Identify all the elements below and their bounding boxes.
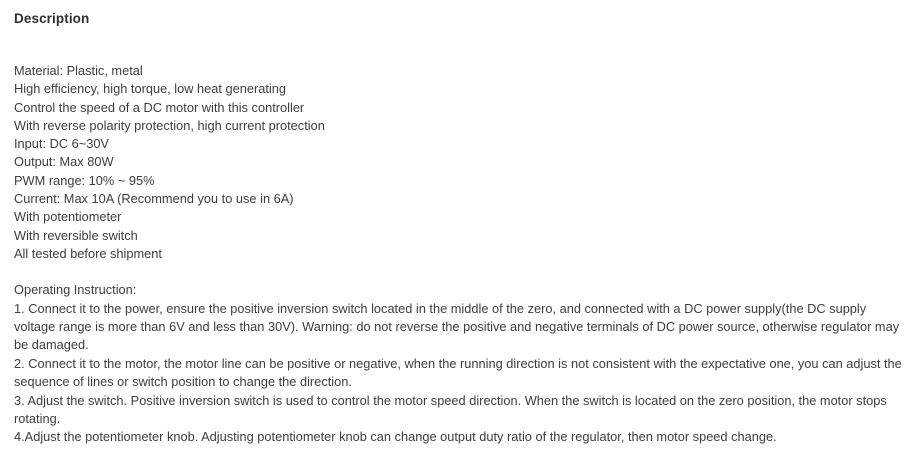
list-item: 3. Adjust the switch. Positive inversion switch is used to control the motor speed direction. When the switch is located on the zero position, the motor stops rotating. <box>14 392 887 426</box>
instructions-heading: Operating Instruction: <box>14 282 137 298</box>
list-item: Current: Max 10A (Recommend you to use in 6A) <box>14 191 294 207</box>
list-item: 4.Adjust the potentiometer knob. Adjusting potentiometer knob can change output duty ratio of the regulator, then motor speed change. <box>14 429 777 445</box>
specification-list <box>14 62 906 263</box>
list-item: Output: Max 80W <box>14 154 114 170</box>
list-item: With reverse polarity protection, high current protection <box>14 117 325 133</box>
list-item: With potentiometer <box>14 209 122 225</box>
list-item: With reversible switch <box>14 227 138 243</box>
list-item: 2. Connect it to the motor, the motor line can be positive or negative, when the running direction is not consistent with the expectative one, you can adjust the sequence of lines or switch position to change the direction. <box>14 355 902 390</box>
list-item: All tested before shipment <box>14 245 162 261</box>
list-item: Material: Plastic, metal <box>14 63 143 78</box>
list-item: Input: DC 6~30V <box>14 136 109 152</box>
list-item: Control the speed of a DC motor with this controller <box>14 99 305 115</box>
instruction-list <box>14 300 906 447</box>
list-item: High efficiency, high torque, low heat generating <box>14 81 286 97</box>
operating-instructions <box>14 281 906 447</box>
list-item: PWM range: 10% ~ 95% <box>14 172 155 188</box>
page-title: Description <box>14 11 90 26</box>
list-item: 1. Connect it to the power, ensure the positive inversion switch located in the middle of the zero, and connected with a DC power supply(the DC supply voltage range is more than 6V and less than 30V). Warning: do not reverse the positive and negative terminals of DC power source, otherwise regulator may be damaged. <box>14 300 900 353</box>
